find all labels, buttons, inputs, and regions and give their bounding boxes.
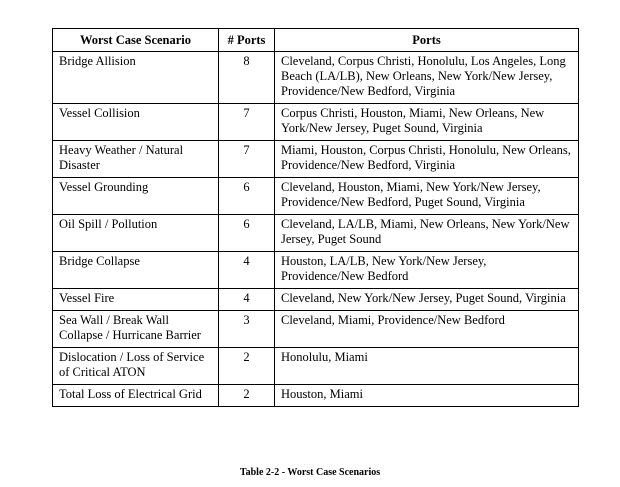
ports-cell: Cleveland, Houston, Miami, New York/New Jersey, Providence/New Bedford, Puget Sound, Virginia (275, 178, 579, 215)
ports-cell: Cleveland, Corpus Christi, Honolulu, Los Angeles, Long Beach (LA/LB), New Orleans, New York/New Jersey, Providence/New Bedford, Virginia (275, 52, 579, 104)
ports-cell: Corpus Christi, Houston, Miami, New Orleans, New York/New Jersey, Puget Sound, Virginia (275, 104, 579, 141)
scenario-cell: Dislocation / Loss of Service of Critical ATON (53, 348, 219, 385)
scenario-cell: Vessel Grounding (53, 178, 219, 215)
ports-count-cell: 6 (219, 215, 275, 252)
table-caption: Table 2-2 - Worst Case Scenarios (239, 467, 381, 478)
ports-count-cell: 3 (219, 311, 275, 348)
ports-count-cell: 8 (219, 52, 275, 104)
scenario-cell: Vessel Fire (53, 289, 219, 311)
scenario-cell: Heavy Weather / Natural Disaster (53, 141, 219, 178)
ports-count-cell: 2 (219, 348, 275, 385)
ports-count-cell: 6 (219, 178, 275, 215)
ports-cell: Cleveland, Miami, Providence/New Bedford (275, 311, 579, 348)
scenario-cell: Total Loss of Electrical Grid (53, 385, 219, 407)
ports-count-cell: 4 (219, 289, 275, 311)
ports-count-cell: 4 (219, 252, 275, 289)
scenario-cell: Bridge Allision (53, 52, 219, 104)
table-header-row (53, 29, 579, 52)
scenario-cell: Vessel Collision (53, 104, 219, 141)
header-scenario: Worst Case Scenario (53, 29, 219, 52)
table-row (53, 348, 579, 385)
table-row (53, 385, 579, 407)
ports-count-cell: 7 (219, 104, 275, 141)
table-row (53, 104, 579, 141)
table-row (53, 289, 579, 311)
table-row (53, 311, 579, 348)
ports-cell: Cleveland, New York/New Jersey, Puget Sound, Virginia (275, 289, 579, 311)
scenario-cell: Oil Spill / Pollution (53, 215, 219, 252)
ports-cell: Houston, LA/LB, New York/New Jersey, Providence/New Bedford (275, 252, 579, 289)
header-ports: Ports (275, 29, 579, 52)
scenario-cell: Sea Wall / Break Wall Collapse / Hurricane Barrier (53, 311, 219, 348)
table-row (53, 215, 579, 252)
ports-count-cell: 7 (219, 141, 275, 178)
ports-cell: Houston, Miami (275, 385, 579, 407)
table-row (53, 178, 579, 215)
ports-cell: Miami, Houston, Corpus Christi, Honolulu, New Orleans, Providence/New Bedford, Virginia (275, 141, 579, 178)
worst-case-scenarios-table (52, 28, 579, 407)
scenario-cell: Bridge Collapse (53, 252, 219, 289)
table-row (53, 52, 579, 104)
table-body (53, 52, 579, 407)
table-row (53, 252, 579, 289)
ports-cell: Honolulu, Miami (275, 348, 579, 385)
ports-count-cell: 2 (219, 385, 275, 407)
table-row (53, 141, 579, 178)
header-ports-count: # Ports (219, 29, 275, 52)
ports-cell: Cleveland, LA/LB, Miami, New Orleans, New York/New Jersey, Puget Sound (275, 215, 579, 252)
